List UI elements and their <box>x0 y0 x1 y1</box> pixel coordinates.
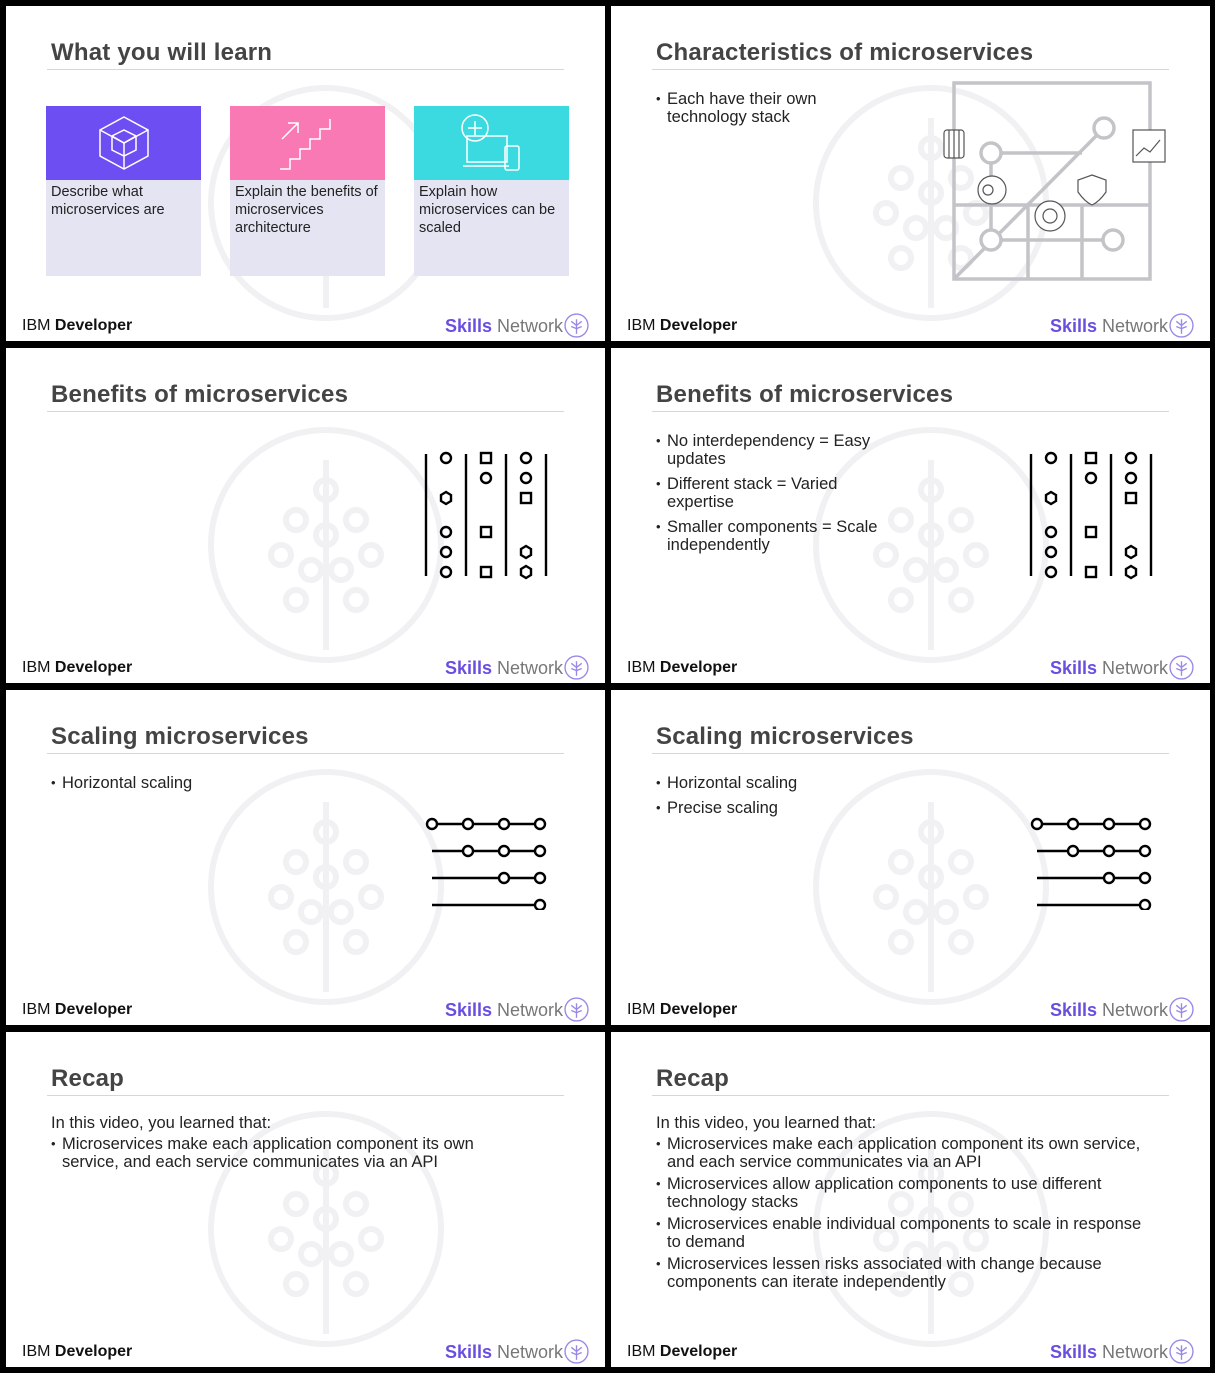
skills-network-tree-icon <box>1169 313 1194 338</box>
slide-benefits-list <box>611 348 1210 683</box>
bullet-item: • Different stack = Varied expertise <box>656 475 896 511</box>
title-divider <box>652 753 1169 754</box>
card-header <box>46 106 201 180</box>
bullet-item: • Precise scaling <box>656 799 797 817</box>
skills-network-tree-icon <box>564 1339 589 1364</box>
ibm-developer-logo: IBM Developer <box>22 1343 133 1360</box>
cube-icon <box>96 113 152 173</box>
slide-title: Recap <box>51 1065 125 1092</box>
title-divider <box>652 1095 1169 1096</box>
slide-title: Scaling microservices <box>51 723 309 750</box>
bullet-list <box>656 1114 1156 1295</box>
bullet-list <box>656 432 896 561</box>
title-divider <box>47 1095 564 1096</box>
tree-watermark-icon <box>201 420 451 670</box>
skills-network-tree-icon <box>564 313 589 338</box>
tech-stack-network-diagram <box>936 78 1176 288</box>
learn-card-benefits <box>230 106 385 276</box>
ibm-developer-logo: IBM Developer <box>22 659 133 676</box>
components-columns-diagram <box>1027 448 1157 580</box>
bullet-item: • Microservices make each application component its own service, and each service communicates via an API <box>51 1135 521 1171</box>
slide-title: Benefits of microservices <box>656 381 954 408</box>
learn-card-scaling <box>414 106 569 276</box>
bullet-list <box>656 774 797 824</box>
scaling-lines-diagram <box>1027 814 1157 910</box>
bullet-item: • Microservices allow application components to use different technology stacks <box>656 1175 1156 1211</box>
ibm-developer-logo: IBM Developer <box>627 659 738 676</box>
skills-network-tree-icon <box>564 655 589 680</box>
skills-network-logo: Skills Network <box>1049 658 1168 678</box>
bullet-item: • Smaller components = Scale independently <box>656 518 896 554</box>
bullet-item: • Microservices make each application component its own service, and each service communicates via an API <box>656 1135 1156 1171</box>
title-divider <box>47 411 564 412</box>
skills-network-logo: Skills Network <box>1049 316 1168 336</box>
recap-intro: In this video, you learned that: <box>656 1114 877 1132</box>
slide-scaling-horizontal <box>6 690 605 1025</box>
slide-characteristics <box>611 6 1210 341</box>
skills-network-tree-icon <box>564 997 589 1022</box>
stairs-arrow-icon <box>278 113 338 173</box>
slide-recap-full <box>611 1032 1210 1367</box>
slide-recap-short <box>6 1032 605 1367</box>
slide-title: Scaling microservices <box>656 723 914 750</box>
ibm-developer-logo: IBM Developer <box>627 1343 738 1360</box>
bullet-list <box>51 1114 521 1175</box>
card-text: Describe what microservices are <box>51 184 165 218</box>
card-header <box>414 106 569 180</box>
title-divider <box>47 69 564 70</box>
slide-title: Characteristics of microservices <box>656 39 1034 66</box>
ibm-developer-logo: IBM Developer <box>627 1001 738 1018</box>
bullet-item: • Each have their own technology stack <box>656 90 837 126</box>
bullet-item: • Microservices lessen risks associated with change because components can iterate independently <box>656 1255 1156 1291</box>
slide-benefits-intro <box>6 348 605 683</box>
skills-network-logo: Skills Network <box>444 316 563 336</box>
skills-network-logo: Skills Network <box>444 1000 563 1020</box>
skills-network-logo: Skills Network <box>1049 1342 1168 1362</box>
skills-network-logo: Skills Network <box>1049 1000 1168 1020</box>
card-text: Explain the benefits of microservices architecture <box>235 184 378 236</box>
bullet-item: • No interdependency = Easy updates <box>656 432 896 468</box>
bullet-list <box>656 90 837 133</box>
components-columns-diagram <box>422 448 552 580</box>
bullet-list <box>51 774 192 799</box>
skills-network-tree-icon <box>1169 1339 1194 1364</box>
title-divider <box>47 753 564 754</box>
skills-network-tree-icon <box>1169 655 1194 680</box>
tree-watermark-icon <box>806 762 1056 1012</box>
learn-card-describe <box>46 106 201 276</box>
scaling-lines-diagram <box>422 814 552 910</box>
ibm-developer-logo: IBM Developer <box>22 317 133 334</box>
scaling-devices-icon <box>459 112 525 174</box>
title-divider <box>652 411 1169 412</box>
slide-title: Benefits of microservices <box>51 381 349 408</box>
bullet-item: • Horizontal scaling <box>51 774 192 792</box>
title-divider <box>652 69 1169 70</box>
ibm-developer-logo: IBM Developer <box>22 1001 133 1018</box>
slide-what-you-will-learn <box>6 6 605 341</box>
skills-network-tree-icon <box>1169 997 1194 1022</box>
bullet-item: • Microservices enable individual components to scale in response to demand <box>656 1215 1156 1251</box>
slide-title: What you will learn <box>51 39 273 66</box>
card-header <box>230 106 385 180</box>
skills-network-logo: Skills Network <box>444 1342 563 1362</box>
ibm-developer-logo: IBM Developer <box>627 317 738 334</box>
tree-watermark-icon <box>201 762 451 1012</box>
card-text: Explain how microservices can be scaled <box>419 184 556 236</box>
skills-network-logo: Skills Network <box>444 658 563 678</box>
recap-intro: In this video, you learned that: <box>51 1114 272 1132</box>
bullet-item: • Horizontal scaling <box>656 774 797 792</box>
slide-title: Recap <box>656 1065 730 1092</box>
slide-scaling-precise <box>611 690 1210 1025</box>
